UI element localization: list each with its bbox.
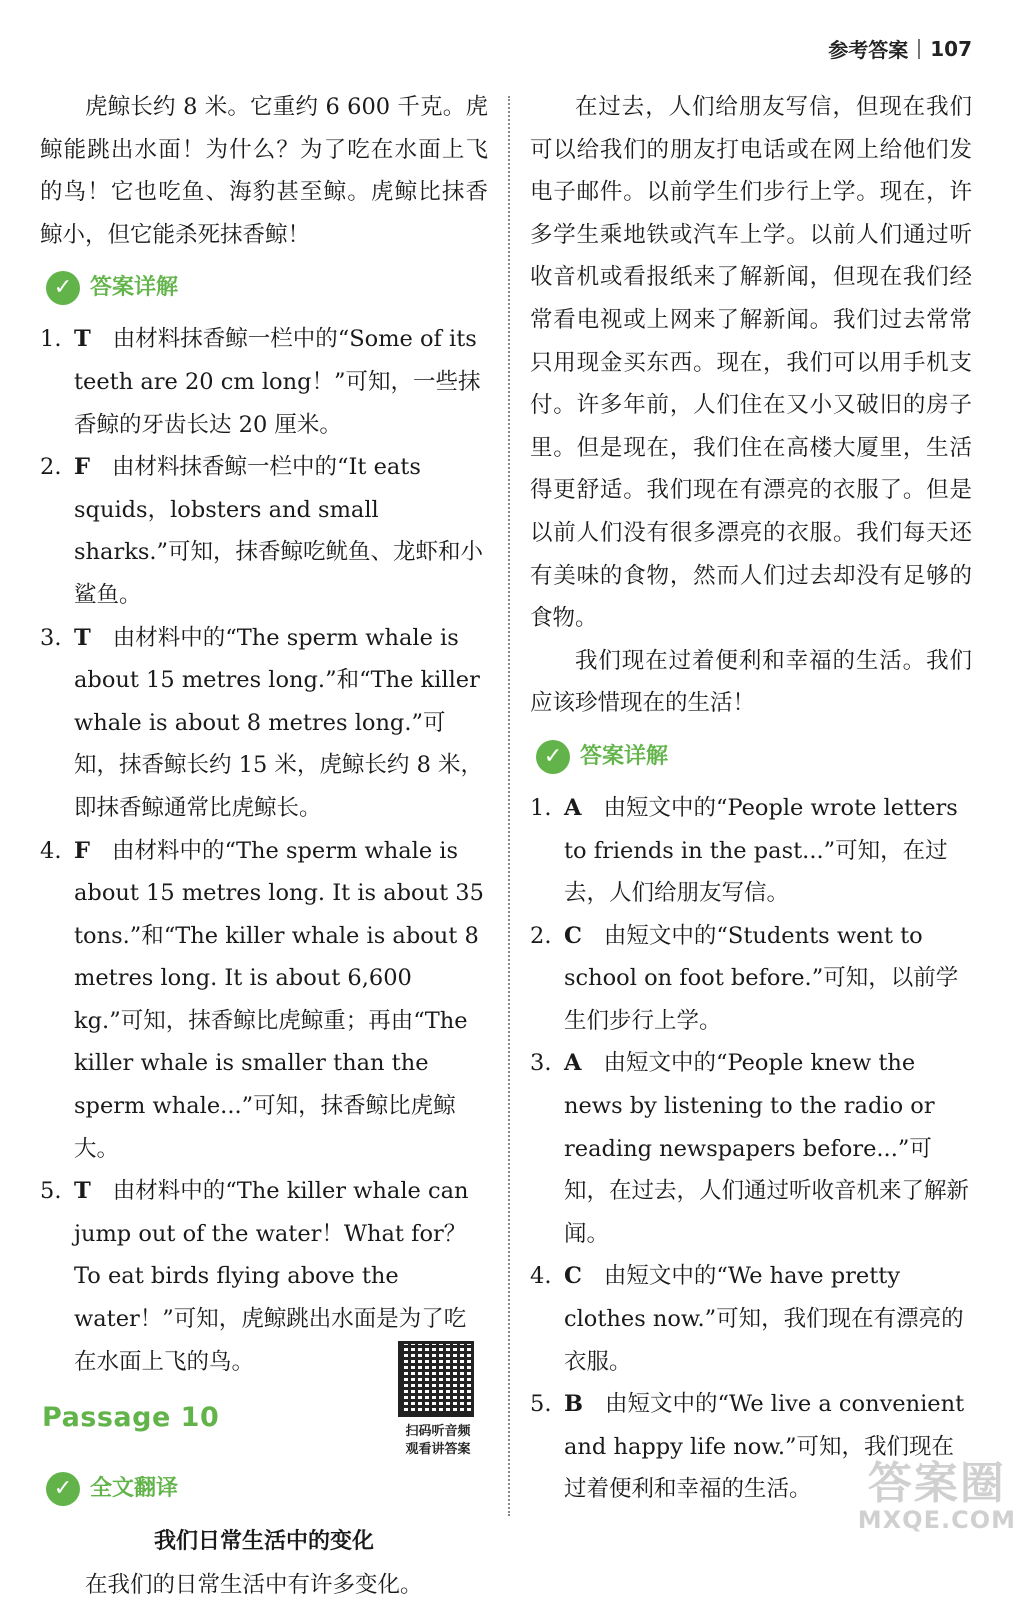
- qr-caption: [392, 1423, 484, 1459]
- answer-key: F: [74, 454, 90, 481]
- answer-item: [530, 1042, 972, 1255]
- answer-item: [40, 446, 488, 616]
- translation-title: 我们日常生活中的变化: [153, 1529, 374, 1555]
- page-number: 107: [930, 36, 972, 61]
- check-circle-icon: ✓: [536, 740, 570, 774]
- answer-key: T: [74, 326, 91, 353]
- header-separator: [918, 39, 920, 59]
- check-circle-icon: ✓: [46, 271, 80, 305]
- answer-explanation: 由材料中的“The sperm whale is about 15 metres long.”和“The killer whale is about 8 metres long.”可知，抹香鲸长约 15 米，虎鲸长约 8 米，即抹香鲸通常比虎鲸长。: [74, 624, 484, 821]
- answers-heading-left: [46, 260, 488, 316]
- answer-number: 4.: [530, 1263, 552, 1290]
- check-circle-icon: ✓: [46, 1472, 80, 1506]
- answer-item: [40, 830, 488, 1171]
- answer-key: F: [74, 837, 90, 864]
- watermark-line: 答案圈: [867, 1458, 1006, 1509]
- translation-heading-label: 全文翻译: [90, 1475, 179, 1501]
- answer-key: T: [74, 1178, 91, 1205]
- qr-caption-line: 扫码听音频: [405, 1424, 471, 1440]
- translation-first-line: 在我们的日常生活中有许多变化。: [85, 1571, 423, 1598]
- watermark-line: MXQE.COM: [857, 1506, 1016, 1534]
- answer-key: C: [564, 1263, 582, 1290]
- answer-item: [530, 787, 972, 915]
- answer-item: [40, 617, 488, 830]
- answer-explanation: 由短文中的“People knew the news by listening to the radio or reading newspapers before...”可知，在过去，人们通过听收音机来了解新闻。: [564, 1050, 970, 1247]
- answer-item: [530, 1255, 972, 1383]
- left-column: [40, 86, 488, 1606]
- answer-item: [40, 318, 488, 446]
- answers-heading-label: 答案详解: [580, 743, 669, 769]
- answer-explanation: 由材料中的“The sperm whale is about 15 metres long. It is about 35 tons.”和“The killer whale is about 8 metres long. It is about 6,600 kg.”可知，抹香鲸比虎鲸重；再由“The killer whale is smaller than the sperm whale...”可知，抹香鲸比虎鲸大。: [74, 837, 484, 1162]
- qr-caption-line: 观看讲答案: [405, 1442, 471, 1458]
- answer-number: 1.: [40, 326, 62, 353]
- answer-explanation: 由短文中的“Students went to school on foot before.”可知，以前学生们步行上学。: [564, 922, 959, 1034]
- header-title: 参考答案: [828, 38, 909, 62]
- answer-number: 4.: [40, 837, 62, 864]
- column-divider: [508, 96, 510, 1516]
- translation-paragraph: 我们现在过着便利和幸福的生活。我们应该珍惜现在的生活！: [530, 647, 972, 717]
- answer-number: 1.: [530, 794, 552, 821]
- answer-number: 5.: [530, 1391, 552, 1418]
- answer-explanation: 由短文中的“We have pretty clothes now.”可知，我们现在有漂亮的衣服。: [564, 1263, 964, 1375]
- answer-key: A: [564, 1050, 582, 1077]
- answers-heading-right: [536, 729, 972, 785]
- translation-heading: [46, 1461, 488, 1517]
- right-column: [530, 86, 972, 1511]
- intro-paragraph: 虎鲸长约 8 米。它重约 6 600 千克。虎鲸能跳出水面！为什么？为了吃在水面上飞的鸟！它也吃鱼、海豹甚至鲸。虎鲸比抹香鲸小，但它能杀死抹香鲸！: [40, 94, 488, 248]
- qr-code[interactable]: [398, 1341, 474, 1417]
- answer-explanation: 由短文中的“People wrote letters to friends in the past...”可知，在过去，人们给朋友写信。: [564, 794, 958, 907]
- answer-number: 3.: [530, 1050, 552, 1077]
- answer-item: [530, 915, 972, 1043]
- page-header: [828, 34, 972, 63]
- passage-title: Passage 10: [42, 1402, 220, 1434]
- answer-key: B: [564, 1391, 584, 1418]
- answer-explanation: 由材料抹香鲸一栏中的“It eats squids，lobsters and small sharks.”可知，抹香鲸吃鱿鱼、龙虾和小鲨鱼。: [74, 454, 484, 608]
- answer-number: 5.: [40, 1178, 62, 1205]
- passage-header: [40, 1383, 488, 1457]
- answer-key: C: [564, 922, 582, 949]
- answer-explanation: 由材料抹香鲸一栏中的“Some of its teeth are 20 cm long！”可知，一些抹香鲸的牙齿长达 20 厘米。: [74, 326, 481, 438]
- watermark-logo: [857, 1458, 1016, 1534]
- answer-number: 2.: [530, 922, 552, 949]
- answer-number: 3.: [40, 624, 62, 651]
- answer-explanation: 由短文中的“We live a convenient and happy life now.”可知，我们现在过着便利和幸福的生活。: [564, 1391, 965, 1503]
- answer-key: T: [74, 624, 91, 651]
- translation-paragraph: 在过去，人们给朋友写信，但现在我们可以给我们的朋友打电话或在网上给他们发电子邮件。以前学生们步行上学。现在，许多学生乘地铁或汽车上学。以前人们通过听收音机或看报纸来了解新闻，但现在我们经常看电视或上网来了解新闻。我们过去常常只用现金买东西。现在，我们可以用手机支付。许多年前，人们住在又小又破旧的房子里。但是现在，我们住在高楼大厦里，生活得更舒适。我们现在有漂亮的衣服了。但是以前人们没有很多漂亮的衣服。我们每天还有美味的食物，然而人们过去却没有足够的食物。: [530, 94, 972, 632]
- answer-number: 2.: [40, 454, 62, 481]
- answers-heading-label: 答案详解: [90, 275, 179, 301]
- answer-explanation: 由材料中的“The killer whale can jump out of the water！What for？To eat birds flying above the water！”可知，虎鲸跳出水面是为了吃在水面上飞的鸟。: [74, 1178, 469, 1375]
- answer-key: A: [564, 794, 582, 821]
